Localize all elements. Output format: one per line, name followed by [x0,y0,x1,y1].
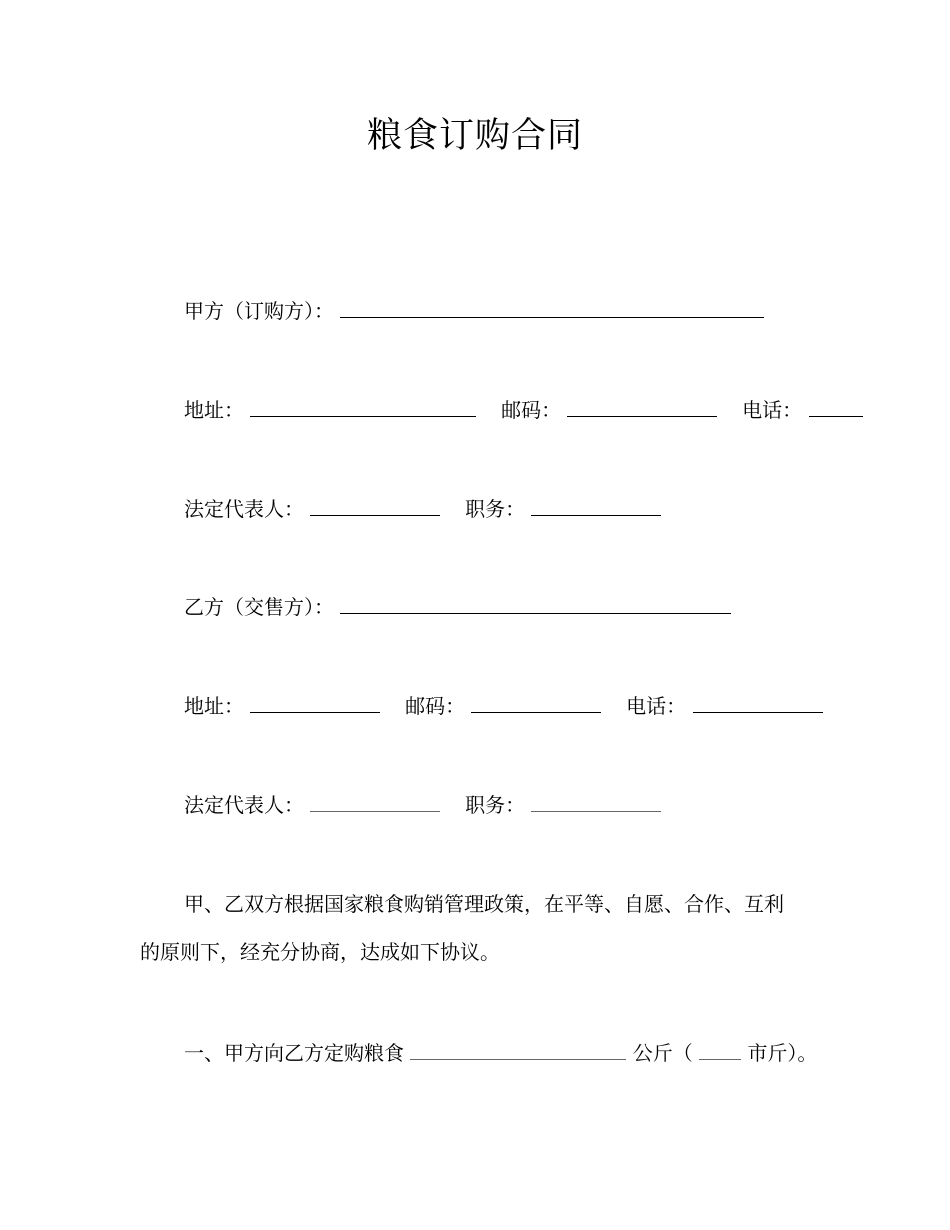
party-a-postcode-field[interactable] [567,396,717,417]
intro-text-2: 的原则下，经充分协商，达成如下协议。 [140,940,500,964]
party-a-phone-label: 电话： [742,398,803,422]
party-b-address-field[interactable] [250,692,380,713]
party-a-rep-row [184,494,661,524]
party-b-label: 乙方（交售方）： [184,595,334,619]
party-a-name-field[interactable] [340,297,764,318]
party-a-position-field[interactable] [531,495,661,516]
party-a-row [184,296,764,326]
grain-quantity-jin-field[interactable] [699,1039,741,1060]
intro-paragraph [140,880,820,976]
party-b-rep-label: 法定代表人： [184,793,304,817]
party-b-name-field[interactable] [340,593,731,614]
party-a-rep-field[interactable] [310,495,440,516]
party-b-postcode-field[interactable] [471,692,601,713]
party-b-phone-label: 电话： [626,694,687,718]
party-a-address-label: 地址： [184,398,244,422]
party-a-address-field[interactable] [250,396,476,417]
party-b-row [184,592,731,622]
party-b-contact-row [184,691,823,721]
party-a-position-label: 职务： [465,497,526,521]
party-b-rep-row [184,790,661,820]
clause-1-prefix: 一、甲方向乙方定购粮食 [184,1041,404,1065]
party-b-address-label: 地址： [184,694,244,718]
intro-line-1 [140,880,820,928]
clause-1 [184,1038,817,1068]
party-b-postcode-label: 邮码： [405,694,466,718]
intro-text-1: 甲、乙双方根据国家粮食购销管理政策，在平等、自愿、合作、互利 [184,892,784,916]
party-a-rep-label: 法定代表人： [184,497,304,521]
clause-1-unit-jin: 市斤）。 [747,1041,818,1065]
party-a-label: 甲方（订购方）： [184,299,334,323]
party-a-phone-field[interactable] [809,396,863,417]
page-title: 粮食订购合同 [366,116,583,156]
party-b-phone-field[interactable] [693,692,823,713]
party-b-position-field[interactable] [531,791,661,812]
party-b-rep-field[interactable] [310,791,440,812]
party-a-postcode-label: 邮码： [501,398,562,422]
clause-1-unit-kg: 公斤（ [632,1041,693,1065]
party-b-position-label: 职务： [465,793,526,817]
grain-quantity-field[interactable] [410,1039,626,1060]
party-a-contact-row [184,395,863,425]
